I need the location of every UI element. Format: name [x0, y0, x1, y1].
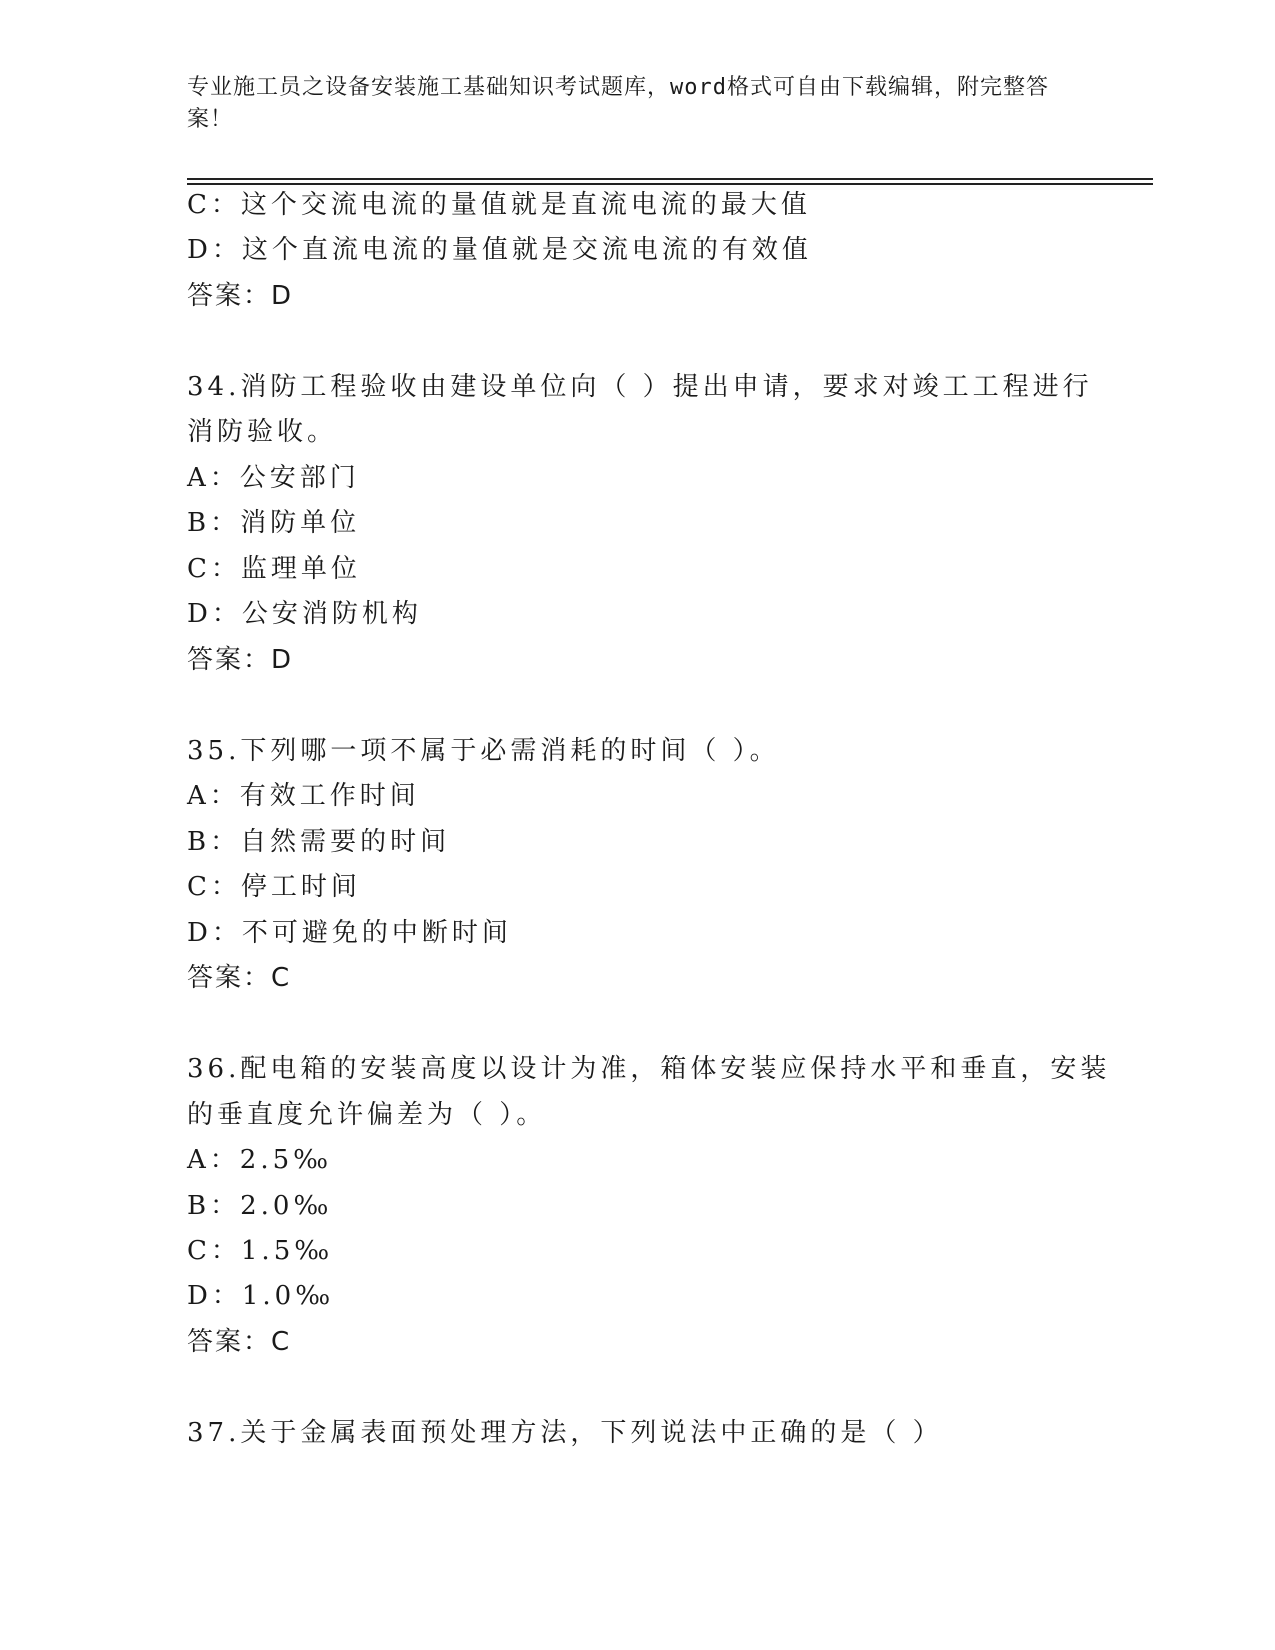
question-line: 34.消防工程验收由建设单位向（ ）提出申请，要求对竣工工程进行: [187, 372, 1093, 402]
answer-line: 答案：C: [187, 1327, 292, 1357]
option-line: D：这个直流电流的量值就是交流电流的有效值: [187, 235, 812, 265]
question-line: 37.关于金属表面预处理方法，下列说法中正确的是（ ）: [187, 1418, 943, 1448]
question-line: 35.下列哪一项不属于必需消耗的时间（ ）。: [187, 736, 780, 766]
option-line: A：公安部门: [187, 463, 360, 493]
option-line: C：停工时间: [187, 872, 361, 902]
answer-line: 答案：D: [187, 645, 294, 675]
option-line: B：自然需要的时间: [187, 827, 451, 857]
answer-line: 答案：C: [187, 963, 292, 993]
header-divider-top: [187, 178, 1153, 180]
option-line: C：1.5‰: [187, 1236, 334, 1266]
option-line: D：1.0‰: [187, 1281, 335, 1311]
question-line: 36.配电箱的安装高度以设计为准，箱体安装应保持水平和垂直，安装: [187, 1054, 1111, 1084]
option-line: B：消防单位: [187, 508, 361, 538]
option-line: D：公安消防机构: [187, 599, 422, 629]
option-line: A：2.5‰: [187, 1145, 333, 1175]
option-line: A：有效工作时间: [187, 781, 420, 811]
option-line: C：监理单位: [187, 554, 361, 584]
header-divider-bottom: [187, 183, 1153, 185]
option-line: D：不可避免的中断时间: [187, 918, 512, 948]
question-line: 的垂直度允许偏差为（ ）。: [187, 1100, 547, 1130]
document-header: 专业施工员之设备安装施工基础知识考试题库，word格式可自由下载编辑，附完整答案！: [187, 75, 1049, 132]
question-line: 消防验收。: [187, 417, 338, 447]
option-line: B：2.0‰: [187, 1191, 333, 1221]
answer-line: 答案：D: [187, 281, 294, 311]
option-line: C：这个交流电流的量值就是直流电流的最大值: [187, 190, 811, 220]
